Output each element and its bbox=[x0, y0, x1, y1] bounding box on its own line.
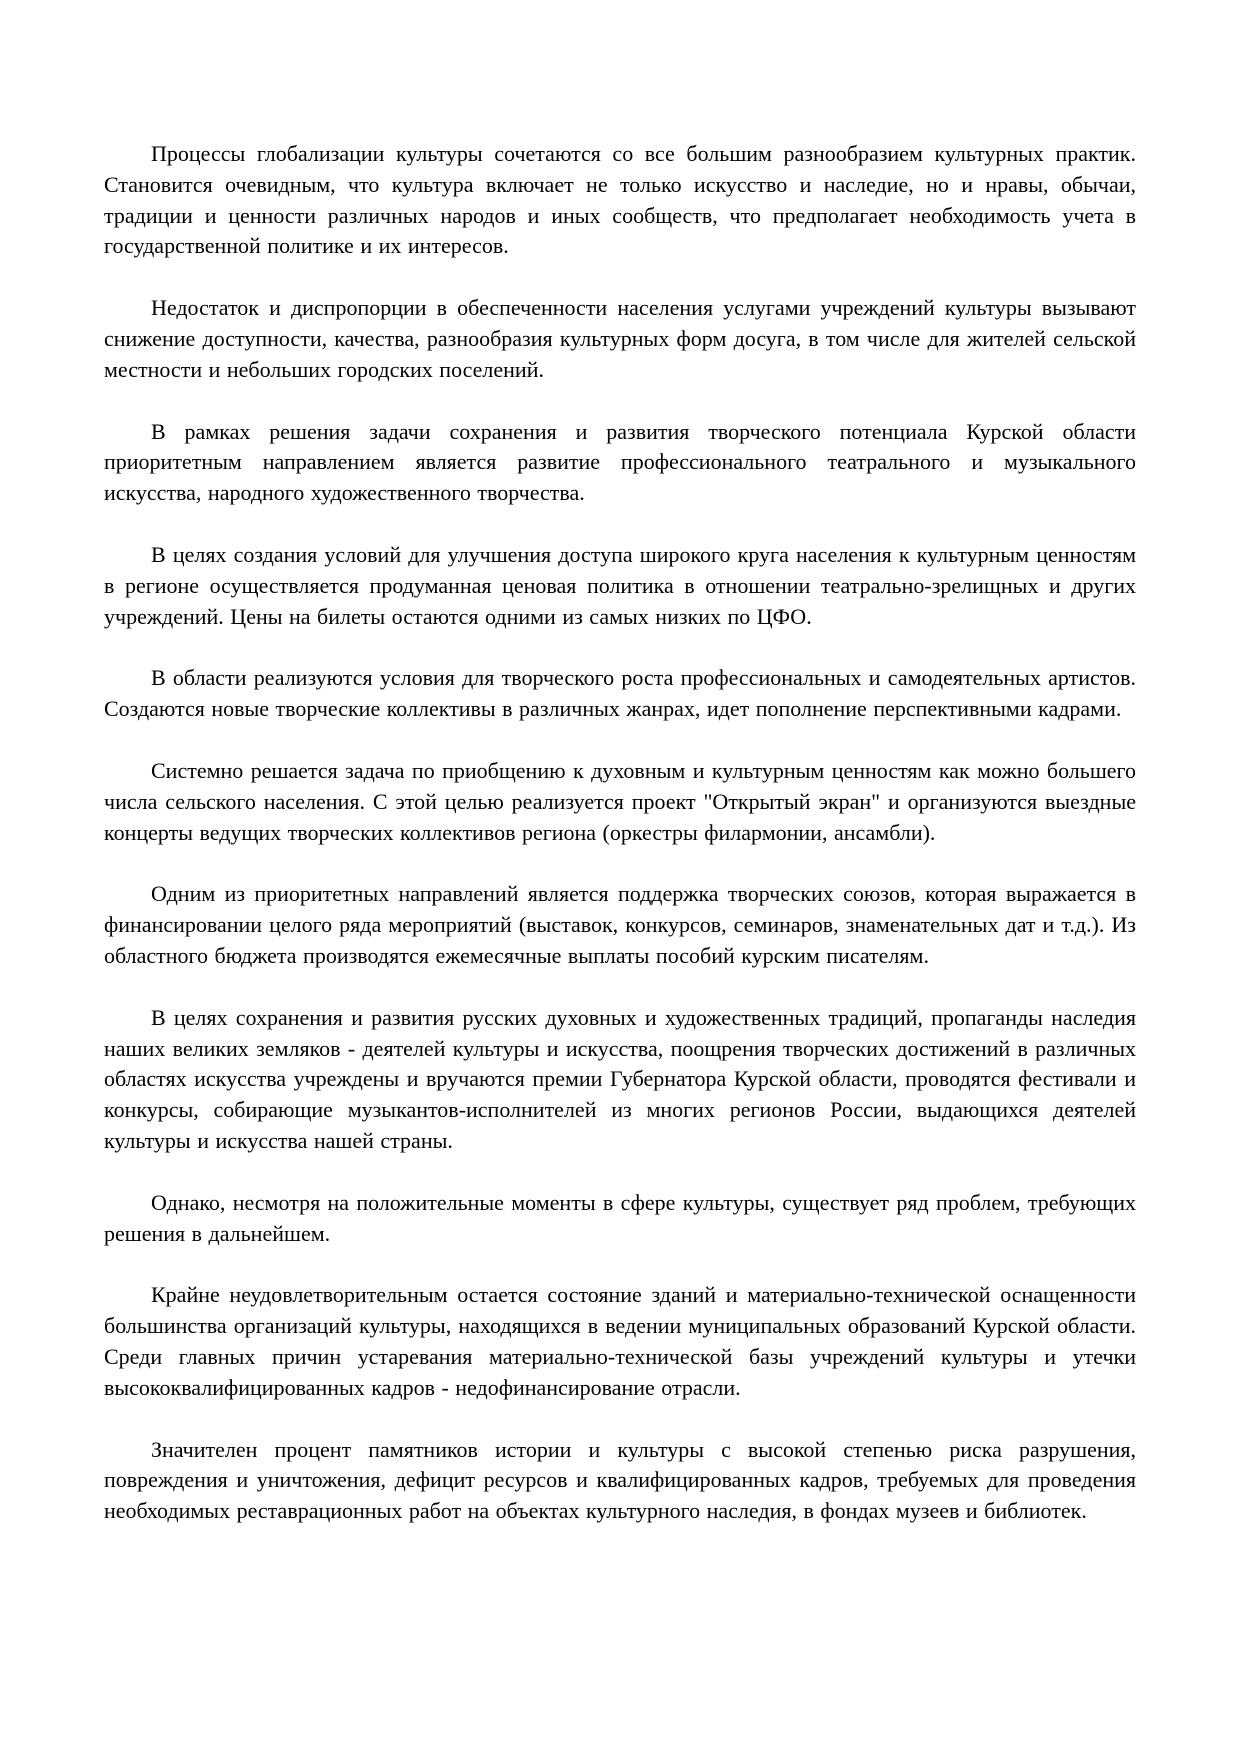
paragraph-access-deficit: Недостаток и диспропорции в обеспеченности населения услугами учреждений культуры вызывают снижение доступности, качества, разнообразия культурных форм досуга, в том числе для жителей сельской местности и небольших городских поселений. bbox=[104, 295, 1136, 382]
paragraph-problems-intro: Однако, несмотря на положительные моменты в сфере культуры, существует ряд проблем, требующих решения в дальнейшем. bbox=[104, 1189, 1136, 1246]
paragraph-price-policy: В целях создания условий для улучшения доступа широкого круга населения к культурным ценностям в регионе осуществляется продуманная ценовая политика в отношении театрально-зрелищных и других учреждений. Цены на билеты остаются одними из самых низких по ЦФО. bbox=[104, 541, 1136, 629]
paragraph-open-screen-project: Системно решается задача по приобщению к духовным и культурным ценностям как можно большего числа сельского населения. С этой целью реализуется проект "Открытый экран" и организуются выездные концерты ведущих творческих коллективов региона (оркестры филармонии, ансамбли). bbox=[104, 757, 1136, 845]
paragraph-artist-growth: В области реализуются условия для творческого роста профессиональных и самодеятельных артистов. Создаются новые творческие коллективы в различных жанрах, идет пополнение перспективными кадрами. bbox=[104, 665, 1136, 722]
paragraph-creative-unions: Одним из приоритетных направлений является поддержка творческих союзов, которая выражается в финансировании целого ряда мероприятий (выставок, конкурсов, семинаров, знаменательных дат и т.д.). Из областного бюджета производятся ежемесячные выплаты пособий курским писателям. bbox=[104, 881, 1136, 968]
paragraph-governor-awards: В целях сохранения и развития русских духовных и художественных традиций, пропаганды наследия наших великих земляков - деятелей культуры и искусства, поощрения творческих достижений в различных областях искусства учреждены и вручаются премии Губернатора Курской области, проводятся фестивали и конкурсы, собирающие музыкантов-исполнителей из многих регионов России, выдающихся деятелей культуры и искусства нашей страны. bbox=[104, 1004, 1136, 1153]
paragraph-monuments-risk: Значителен процент памятников истории и культуры с высокой степенью риска разрушения, повреждения и уничтожения, дефицит ресурсов и квалифицированных кадров, требуемых для проведения необходимых реставрационных работ на объектах культурного наследия, в фондах музеев и библиотек. bbox=[104, 1436, 1136, 1524]
paragraph-creative-potential: В рамках решения задачи сохранения и развития творческого потенциала Курской области приоритетным направлением является развитие профессионального театрального и музыкального искусства, народного художественного творчества. bbox=[104, 418, 1136, 506]
paragraph-buildings-condition: Крайне неудовлетворительным остается состояние зданий и материально-технической оснащенности большинства организаций культуры, находящихся в ведении муниципальных образований Курской области. Среди главных причин устаревания материально-технической базы учреждений культуры и утечки высококвалифицированных кадров - недофинансирование отрасли. bbox=[104, 1282, 1136, 1400]
paragraph-globalization: Процессы глобализации культуры сочетаются со все большим разнообразием культурных практик. Становится очевидным, что культура включает не только искусство и наследие, но и нравы, обычаи, традиции и ценности различных народов и иных сообществ, что предполагает необходимость учета в государственной политике и их интересов. bbox=[104, 141, 1136, 259]
